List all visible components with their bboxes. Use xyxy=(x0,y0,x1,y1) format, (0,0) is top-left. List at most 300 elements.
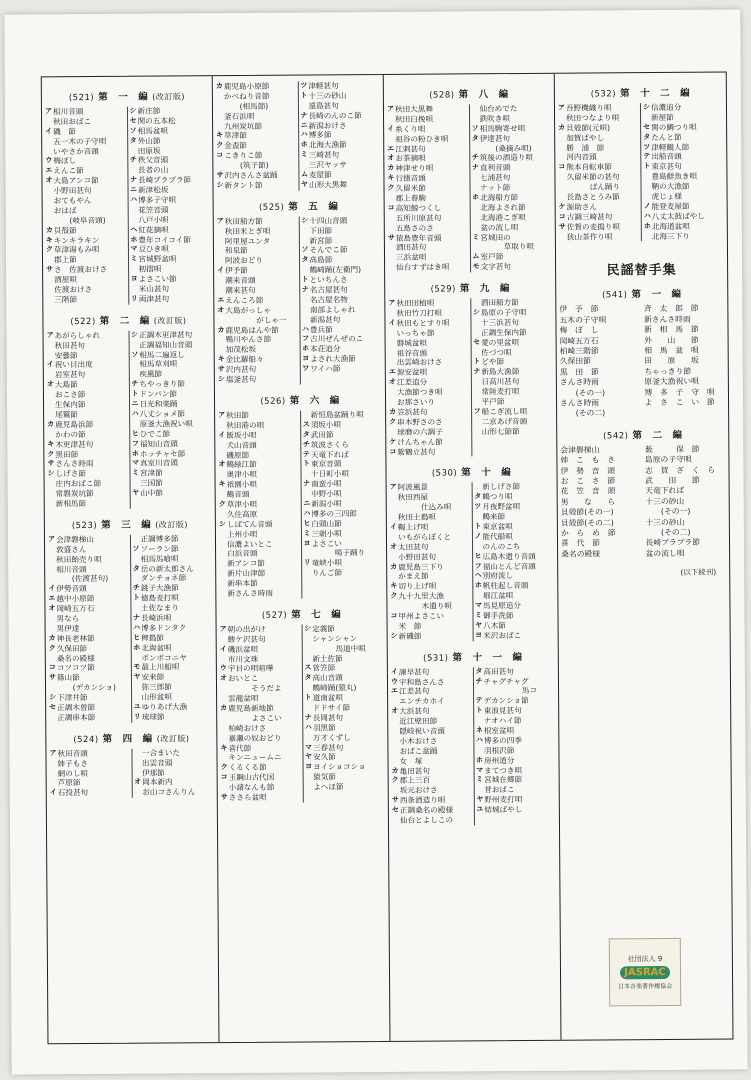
song-entry xyxy=(391,726,471,736)
song-title: 疾風節 xyxy=(139,369,163,380)
song-title: おこさ節 xyxy=(54,390,86,400)
song-title: よへほ節 xyxy=(313,782,344,792)
kana-index xyxy=(132,534,140,544)
kana-index xyxy=(131,370,139,380)
song-title: 大漁節つき唄 xyxy=(396,387,443,398)
song-title: (その一) xyxy=(559,387,606,398)
song-entry xyxy=(643,103,723,113)
kana-index: タ xyxy=(129,136,137,145)
kana-index: ノ xyxy=(643,201,651,211)
song-title: 切り上げ唄 xyxy=(398,581,437,592)
right-list xyxy=(297,81,380,190)
song-entry xyxy=(46,206,126,216)
kana-index xyxy=(301,236,309,246)
song-title: 古川ぜんぜのこ xyxy=(310,334,364,344)
song-entry xyxy=(301,216,381,226)
song-entry xyxy=(476,785,556,795)
song-title: 九州炭坑節 xyxy=(224,121,263,131)
song-entry xyxy=(645,496,726,507)
song-entry xyxy=(133,653,213,663)
song-entry xyxy=(303,499,383,509)
song-entry xyxy=(46,196,126,206)
kana-index: ヨ xyxy=(302,354,310,363)
song-entry xyxy=(302,285,382,295)
kana-index: シ xyxy=(472,308,480,317)
song-entry xyxy=(390,562,470,572)
kana-index: ナ xyxy=(471,163,479,172)
kana-index xyxy=(305,703,313,713)
kana-index: ク xyxy=(218,500,226,509)
song-entry xyxy=(220,684,300,694)
song-title: お那さいり xyxy=(396,397,436,407)
song-entry xyxy=(390,572,470,582)
song-title: 白頭山節 xyxy=(311,518,342,529)
section-title: 第 十 一 編 xyxy=(452,651,523,664)
section-edition: (改訂版) xyxy=(152,92,185,102)
song-entry xyxy=(472,124,552,134)
song-title: 十三の砂山 xyxy=(645,496,685,506)
kana-index xyxy=(390,572,398,582)
song-title: ひでこ節 xyxy=(139,429,171,439)
song-title: 南部よしゃれ xyxy=(309,304,356,315)
kana-index: タ xyxy=(474,492,482,501)
section-number: (527) xyxy=(261,610,288,621)
song-title: 名古屋甚句 xyxy=(309,285,348,295)
song-title: 伊達甚句 xyxy=(479,133,511,143)
song-entry xyxy=(46,235,126,245)
song-entry xyxy=(221,783,301,793)
song-entry xyxy=(45,146,125,156)
song-entry xyxy=(130,195,210,205)
song-title: よさこい xyxy=(311,538,342,548)
song-title: 福山とんど音頭 xyxy=(482,561,536,571)
song-entry xyxy=(560,445,641,456)
song-title: 久保田節 xyxy=(56,643,88,653)
song-title: 加茂松坂 xyxy=(225,345,257,355)
song-title: 姉子もさ xyxy=(57,758,88,768)
kana-index xyxy=(558,133,566,143)
song-entry xyxy=(133,603,213,613)
song-title: 敦盛さん xyxy=(56,544,87,554)
song-entry xyxy=(643,132,723,142)
kana-index: コ xyxy=(390,611,398,620)
song-title: 玉鋼山古代国 xyxy=(228,772,275,783)
song-entry xyxy=(475,551,555,561)
kana-index: サ xyxy=(391,796,399,805)
song-entry xyxy=(389,368,469,378)
kana-index xyxy=(392,786,400,796)
song-title: 鯵ケ沢甚句 xyxy=(227,634,266,644)
song-entry xyxy=(474,417,554,427)
song-title: 三階節 xyxy=(54,295,78,305)
kana-index: ト xyxy=(301,275,309,284)
kana-index: ソ xyxy=(471,124,479,133)
kana-index xyxy=(473,387,481,397)
song-entry xyxy=(130,156,210,166)
kana-index xyxy=(558,143,566,153)
song-entry xyxy=(47,350,127,360)
kana-index: ヨ xyxy=(303,538,311,548)
right-list xyxy=(643,444,726,559)
section-heading xyxy=(46,312,210,327)
song-title: 岡崎五万石 xyxy=(559,336,599,346)
song-entry xyxy=(300,81,380,91)
song-entry xyxy=(217,266,297,276)
kana-index xyxy=(46,295,54,305)
song-entry xyxy=(302,315,382,325)
song-entry xyxy=(643,112,723,122)
song-title: あがらしゃれ xyxy=(54,330,101,341)
song-entry xyxy=(392,786,472,796)
song-title: 桑名の殿様 xyxy=(56,653,95,663)
song-title: 下津井節 xyxy=(57,693,88,703)
song-title: 帆柱起し音頭 xyxy=(482,581,529,591)
song-title: ぱん踊り xyxy=(574,182,621,192)
song-title: 原釜大漁祝い唄 xyxy=(139,419,193,429)
song-entry xyxy=(301,160,381,170)
song-entry xyxy=(301,150,381,160)
kana-index xyxy=(476,687,484,697)
song-title: 島原の子守唄 xyxy=(644,454,692,465)
song-entry xyxy=(387,164,467,174)
kana-index: コ xyxy=(48,663,56,672)
song-entry xyxy=(558,133,638,143)
song-entry xyxy=(560,346,641,357)
section-title: 第 十 編 xyxy=(461,467,512,479)
song-title: 新さんさ時雨 xyxy=(643,314,691,324)
index-section xyxy=(388,280,553,457)
song-entry xyxy=(132,488,212,498)
song-title: 潮来音頭 xyxy=(225,275,256,286)
song-title: くるくる節 xyxy=(228,763,267,773)
song-title: 秋田甚句 xyxy=(54,340,86,350)
kana-index: ヨ xyxy=(305,762,313,771)
song-entry xyxy=(130,146,210,156)
right-list xyxy=(471,482,555,641)
song-entry xyxy=(388,203,468,213)
song-title: 鞆の大漁節 xyxy=(651,181,690,192)
song-entry xyxy=(561,528,642,539)
kana-index: ヤ xyxy=(300,180,309,189)
song-entry xyxy=(220,624,300,634)
kana-index: カ xyxy=(215,82,223,91)
song-entry xyxy=(300,111,380,121)
song-title: 鹿児島小原節 xyxy=(223,81,270,92)
kana-index xyxy=(50,769,58,779)
song-title: がしゃ一 xyxy=(233,315,287,325)
song-title: 秋田音頭 xyxy=(57,748,88,758)
song-entry xyxy=(388,263,468,273)
kana-index: ニ xyxy=(300,121,308,130)
song-title: 相馬馬喰唄 xyxy=(140,554,179,564)
song-title: 小野田甚句 xyxy=(53,186,92,196)
kana-index xyxy=(472,183,480,193)
kana-index xyxy=(218,470,226,480)
kana-index xyxy=(472,144,480,154)
kana-index xyxy=(304,644,312,654)
section-number: (523) xyxy=(71,520,98,531)
kana-index xyxy=(389,398,397,408)
song-entry xyxy=(559,192,639,202)
song-entry xyxy=(643,122,723,132)
song-title: そんでこ節 xyxy=(309,245,348,255)
kana-index: ワ xyxy=(302,364,310,373)
song-entry xyxy=(303,459,383,469)
section-number: (522) xyxy=(70,316,96,327)
song-title: お山コさんりん xyxy=(142,787,196,797)
kana-index xyxy=(46,285,54,295)
kana-index: ク xyxy=(47,449,55,458)
section-body xyxy=(388,298,553,457)
song-entry xyxy=(221,763,301,773)
song-title: 出船音頭 xyxy=(651,152,682,162)
song-title: 新磯節 xyxy=(398,631,422,641)
song-title: 伊予節 xyxy=(225,266,248,276)
song-title: 盆の流し唄 xyxy=(645,548,685,558)
song-title: 船こぎ流し唄 xyxy=(481,406,528,417)
song-entry xyxy=(392,815,472,825)
song-entry xyxy=(303,509,383,519)
song-title: 根室盆唄 xyxy=(483,726,515,736)
kana-index xyxy=(219,490,227,500)
song-entry xyxy=(387,154,467,164)
kana-index: ユ xyxy=(476,805,484,814)
kana-index: セ xyxy=(391,805,399,815)
song-entry xyxy=(303,469,383,479)
song-entry xyxy=(472,143,552,153)
song-entry xyxy=(645,475,726,486)
kana-index: セ xyxy=(49,703,57,712)
song-entry xyxy=(219,519,299,529)
left-list xyxy=(218,410,301,598)
song-title: 大島がっしゃ xyxy=(225,305,271,315)
song-entry xyxy=(45,156,125,166)
song-title: 南蛮小唄 xyxy=(311,479,342,489)
song-title: (その二) xyxy=(560,408,606,419)
index-section xyxy=(46,312,211,509)
kana-index xyxy=(473,397,481,407)
song-entry xyxy=(217,315,297,325)
song-title: 竜峡小唄 xyxy=(311,558,343,568)
kana-index xyxy=(220,753,228,763)
song-entry xyxy=(305,752,385,762)
song-entry xyxy=(219,480,299,490)
kana-index: セ xyxy=(129,116,137,125)
kana-index xyxy=(49,713,57,723)
index-column xyxy=(555,73,733,1040)
song-title: かまえ節 xyxy=(398,572,429,582)
kana-index xyxy=(50,759,58,769)
song-title: 十日町小唄 xyxy=(310,469,350,479)
song-entry xyxy=(133,633,213,643)
song-entry xyxy=(220,713,300,723)
song-entry xyxy=(473,298,553,308)
song-title: シャンシャン xyxy=(312,633,358,644)
song-entry xyxy=(216,82,296,92)
song-entry xyxy=(390,582,470,592)
song-entry xyxy=(219,490,299,500)
song-title: 御手洗節 xyxy=(482,611,514,621)
kana-index: オ xyxy=(388,378,396,387)
kana-index xyxy=(302,295,310,305)
section-body xyxy=(387,104,552,273)
song-title: 山形七節節 xyxy=(481,426,520,436)
song-title: 秋田土搗唄 xyxy=(397,512,436,522)
song-title: 篠山節 xyxy=(56,673,80,683)
song-entry xyxy=(561,518,642,529)
kana-index: オ xyxy=(46,380,54,389)
kana-index: ナ xyxy=(132,613,141,622)
kana-index: イ xyxy=(49,788,57,797)
kana-index: ト xyxy=(302,459,310,468)
song-title: 加賀ばやし xyxy=(566,133,605,143)
song-entry xyxy=(558,113,638,123)
song-title: 両津甚句 xyxy=(138,294,170,304)
kana-index: ツ xyxy=(474,502,482,511)
song-entry xyxy=(391,667,471,677)
song-entry xyxy=(304,663,384,673)
song-title: 武 田 節 xyxy=(645,475,700,486)
kana-index: ソ xyxy=(301,245,309,254)
kana-index: ヒ xyxy=(131,429,139,438)
kana-index xyxy=(474,512,482,522)
song-entry xyxy=(130,255,210,265)
song-entry xyxy=(218,420,298,430)
song-entry xyxy=(645,465,726,476)
song-title: 長者の山 xyxy=(137,165,169,175)
song-title: 勝 浦 節 xyxy=(566,142,605,153)
kana-index: キ xyxy=(218,480,226,489)
song-title: 柏崎三階節 xyxy=(559,346,599,356)
song-entry xyxy=(392,796,472,806)
song-title: 天竜下れば xyxy=(310,449,349,459)
song-entry xyxy=(558,123,638,133)
kana-index xyxy=(476,716,484,726)
song-title: 正調木曽節 xyxy=(57,702,96,713)
song-title: 薮 保 節 xyxy=(644,444,700,454)
song-title: 新土佐節 xyxy=(312,653,343,663)
right-list xyxy=(298,216,382,385)
song-title: チャグチャグ xyxy=(483,676,529,686)
kana-index: ハ xyxy=(304,723,312,732)
song-title: 猿島豊年音頭 xyxy=(395,233,442,243)
kana-index xyxy=(472,173,480,183)
song-title: 江刺甚句 xyxy=(395,144,426,154)
song-title: 小野田甚句 xyxy=(398,552,437,562)
kana-index: イ xyxy=(388,318,396,327)
song-title: ちゃっきり節 xyxy=(644,366,692,376)
song-title: 博多ドンタク xyxy=(141,623,187,633)
song-entry xyxy=(475,561,555,571)
song-title: 鶴緑江節 xyxy=(226,460,257,470)
index-column xyxy=(384,74,562,1041)
kana-index xyxy=(217,247,225,257)
song-entry xyxy=(50,778,130,788)
index-section xyxy=(389,464,554,641)
song-entry xyxy=(217,305,297,315)
song-entry xyxy=(560,398,641,409)
song-entry xyxy=(304,653,384,663)
song-entry xyxy=(46,245,126,255)
kana-index: シ xyxy=(390,631,398,640)
song-title: (筑子節) xyxy=(232,160,269,171)
song-title: 新宮節 xyxy=(309,235,333,246)
song-entry xyxy=(217,276,297,286)
kana-index xyxy=(219,530,227,540)
song-entry xyxy=(643,162,723,172)
song-title: 定義節 xyxy=(312,624,335,634)
kana-index: ケ xyxy=(558,202,566,211)
song-title: 黒 田 節 xyxy=(559,367,599,377)
song-entry xyxy=(46,295,126,305)
song-title: さんさ時雨 xyxy=(559,377,599,387)
kana-index xyxy=(391,747,399,757)
kana-index xyxy=(391,737,399,747)
kana-index xyxy=(300,101,308,111)
song-title: 鶴つり唄 xyxy=(482,492,513,502)
song-entry xyxy=(220,654,300,664)
song-title: 一合まいた xyxy=(141,748,180,758)
left-list xyxy=(391,667,474,826)
song-entry xyxy=(301,226,381,236)
song-entry xyxy=(45,176,125,186)
song-entry xyxy=(476,755,556,765)
song-title: 会津磐梯山 xyxy=(55,534,94,545)
song-entry xyxy=(303,538,383,548)
song-entry xyxy=(476,696,556,706)
song-entry xyxy=(390,503,470,513)
song-entry xyxy=(132,419,212,429)
song-title: 博 多 子 守 唄 xyxy=(644,387,715,397)
song-entry xyxy=(388,213,468,223)
song-entry xyxy=(305,693,385,703)
kana-index: シ xyxy=(217,375,225,384)
song-title: 神津せり唄 xyxy=(395,163,434,174)
kana-index: オ xyxy=(387,154,395,163)
song-entry xyxy=(132,409,212,419)
kana-index xyxy=(49,683,57,693)
song-entry xyxy=(391,631,471,641)
kana-index: ヒ xyxy=(303,519,311,528)
song-title: 草津節 xyxy=(224,131,247,141)
song-entry xyxy=(48,574,128,584)
song-title: 阿波風景 xyxy=(397,483,429,493)
song-entry xyxy=(472,153,552,163)
song-title: 常磐炭坑節 xyxy=(55,489,94,499)
song-title: 酒屋唄 xyxy=(54,275,77,285)
song-entry xyxy=(47,340,127,350)
section-body xyxy=(559,304,725,419)
song-title: 直利音頭 xyxy=(479,163,511,173)
kana-index xyxy=(219,559,227,569)
song-title: 田原坂 xyxy=(137,146,161,156)
kana-index xyxy=(132,419,140,429)
song-entry xyxy=(304,568,384,578)
kana-index xyxy=(388,309,396,319)
kana-index xyxy=(304,549,312,559)
kana-index: ナ xyxy=(304,713,312,722)
song-entry xyxy=(133,672,213,682)
song-entry xyxy=(643,142,723,152)
song-title: 梅ぼし xyxy=(53,156,77,166)
song-entry xyxy=(220,674,300,684)
song-entry xyxy=(389,338,469,348)
song-entry xyxy=(392,776,472,786)
kana-index: マ xyxy=(476,765,484,774)
song-title: ドドサイ節 xyxy=(312,703,351,713)
song-entry xyxy=(46,225,126,235)
song-entry xyxy=(472,173,552,183)
